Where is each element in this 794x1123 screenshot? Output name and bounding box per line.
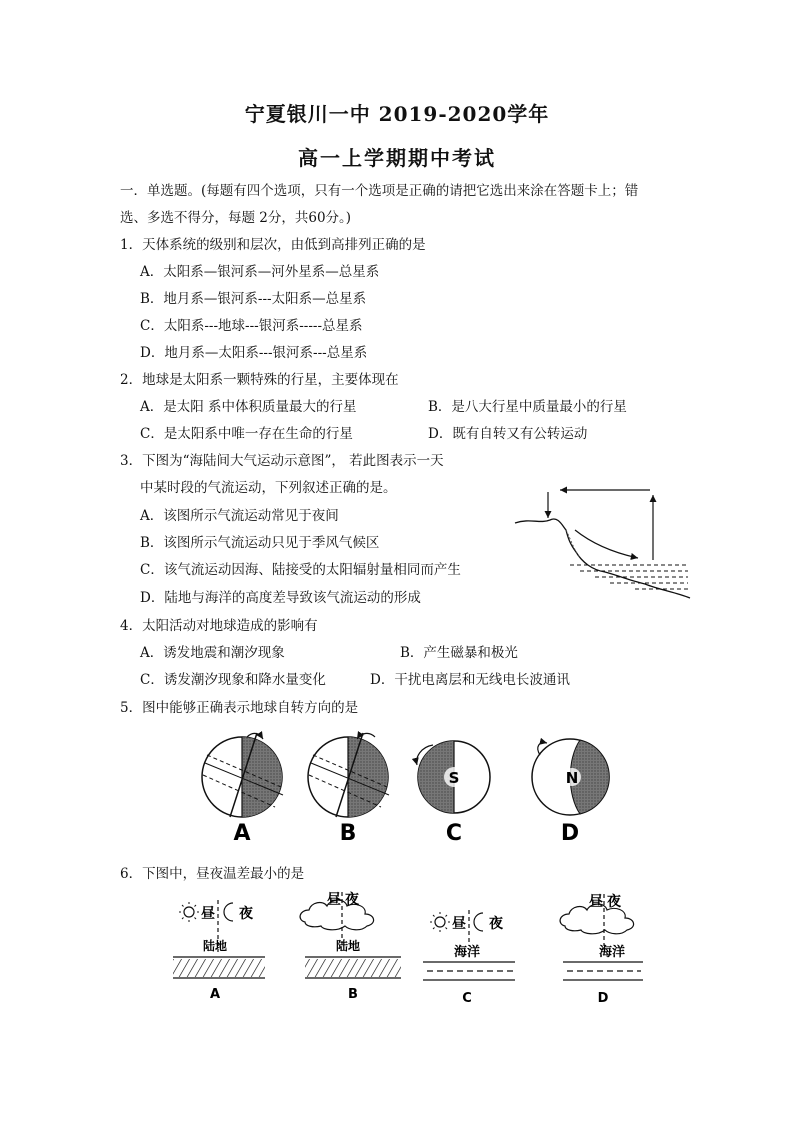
q3-stem-line2: 中某时段的气流运动，下列叙述正确的是。	[140, 480, 397, 496]
panel-b-label: B	[348, 987, 358, 1002]
q1-option-d: D．地月系—太阳系---银河系---总星系	[140, 345, 368, 361]
sea-land-breeze-diagram	[510, 480, 695, 605]
q1-option-c: C．太阳系---地球---银河系-----总星系	[140, 318, 363, 334]
panel-d	[560, 893, 643, 1006]
moon-icon	[224, 903, 233, 921]
q3-option-a: A．该图所示气流运动常见于夜间	[140, 508, 339, 524]
q2-option-d: D．既有自转又有公转运动	[428, 426, 588, 442]
q3-option-d: D．陆地与海洋的高度差导致该气流运动的形成	[140, 590, 421, 606]
figure-c-label: C	[445, 821, 463, 846]
panel-a-night-label: 夜	[239, 906, 253, 922]
q5-stem: 5．图中能够正确表示地球自转方向的是	[120, 700, 359, 716]
q1-stem: 1．天体系统的级别和层次，由低到高排列正确的是	[120, 237, 426, 253]
section-instruction-line2: 选、多选不得分，每题 2分，共60分。)	[120, 210, 352, 226]
earth-rotation-figures	[195, 725, 625, 850]
q4-option-d: D．干扰电离层和无线电长波通讯	[370, 672, 570, 688]
figure-c	[417, 741, 490, 846]
surface-airflow-arrow	[575, 530, 638, 558]
q1-option-b: B．地月系—银河系---太阳系—总星系	[140, 291, 367, 307]
q4-option-b: B．产生磁暴和极光	[400, 645, 518, 661]
q4-option-a: A．诱发地震和潮汐现象	[140, 645, 285, 661]
panel-c-day-label: 昼	[452, 916, 466, 932]
q3-stem-line1: 3．下图为“海陆间大气运动示意图”， 若此图表示一天	[120, 453, 444, 469]
panel-a-surface-label: 陆地	[202, 939, 228, 953]
q3-option-c: C．该气流运动因海、陆接受的太阳辐射量相同而产生	[140, 562, 461, 578]
q2-option-a: A．是太阳 系中体积质量最大的行星	[140, 399, 357, 415]
q1-option-a: A．太阳系—银河系—河外星系—总星系	[140, 264, 380, 280]
sun-icon	[184, 907, 194, 917]
panel-d-night-label: 夜	[607, 894, 621, 910]
panel-b-day-label: 昼	[327, 892, 341, 908]
north-pole-label: N	[565, 769, 579, 787]
moon-icon	[474, 913, 483, 931]
coastline	[515, 519, 690, 598]
figure-b-label: B	[339, 821, 357, 846]
panel-d-label: D	[597, 991, 609, 1006]
panel-c-label: C	[462, 991, 472, 1006]
panel-c-surface-label: 海洋	[453, 945, 481, 960]
exam-subtitle: 高一上学期期中考试	[298, 146, 496, 170]
panel-a-label: A	[209, 987, 221, 1002]
panel-c-night-label: 夜	[489, 916, 503, 932]
exam-title: 宁夏银川一中 2019-2020学年	[244, 102, 550, 126]
south-pole-label: S	[448, 769, 460, 787]
panel-d-surface-label: 海洋	[598, 945, 626, 960]
panel-b	[300, 891, 401, 1002]
q4-stem: 4．太阳活动对地球造成的影响有	[120, 618, 318, 634]
panel-b-night-label: 夜	[345, 892, 359, 908]
sea-surface	[570, 565, 688, 589]
figure-d	[532, 739, 609, 846]
panel-a-day-label: 昼	[201, 906, 215, 922]
figure-d-label: D	[560, 821, 580, 846]
figure-a-label: A	[233, 821, 251, 846]
q2-option-c: C．是太阳系中唯一存在生命的行星	[140, 426, 353, 442]
q6-stem: 6．下图中，昼夜温差最小的是	[120, 866, 305, 882]
panel-c	[423, 910, 515, 1006]
panel-b-surface-label: 陆地	[335, 939, 361, 953]
q3-option-b: B．该图所示气流运动只见于季风气候区	[140, 535, 380, 551]
figure-a	[202, 733, 283, 846]
q4-option-c: C．诱发潮汐现象和降水量变化	[140, 672, 326, 688]
day-night-temperature-figures	[165, 890, 645, 1010]
section-instruction-line1: 一．单选题。(每题有四个选项，只有一个选项是正确的请把它选出来涂在答题卡上；错	[120, 183, 639, 199]
q2-option-b: B．是八大行星中质量最小的行星	[428, 399, 627, 415]
sun-icon	[435, 917, 445, 927]
q2-stem: 2．地球是太阳系一颗特殊的行星，主要体现在	[120, 372, 399, 388]
panel-d-day-label: 昼	[589, 894, 603, 910]
panel-a	[173, 900, 265, 1002]
figure-b	[308, 733, 389, 846]
